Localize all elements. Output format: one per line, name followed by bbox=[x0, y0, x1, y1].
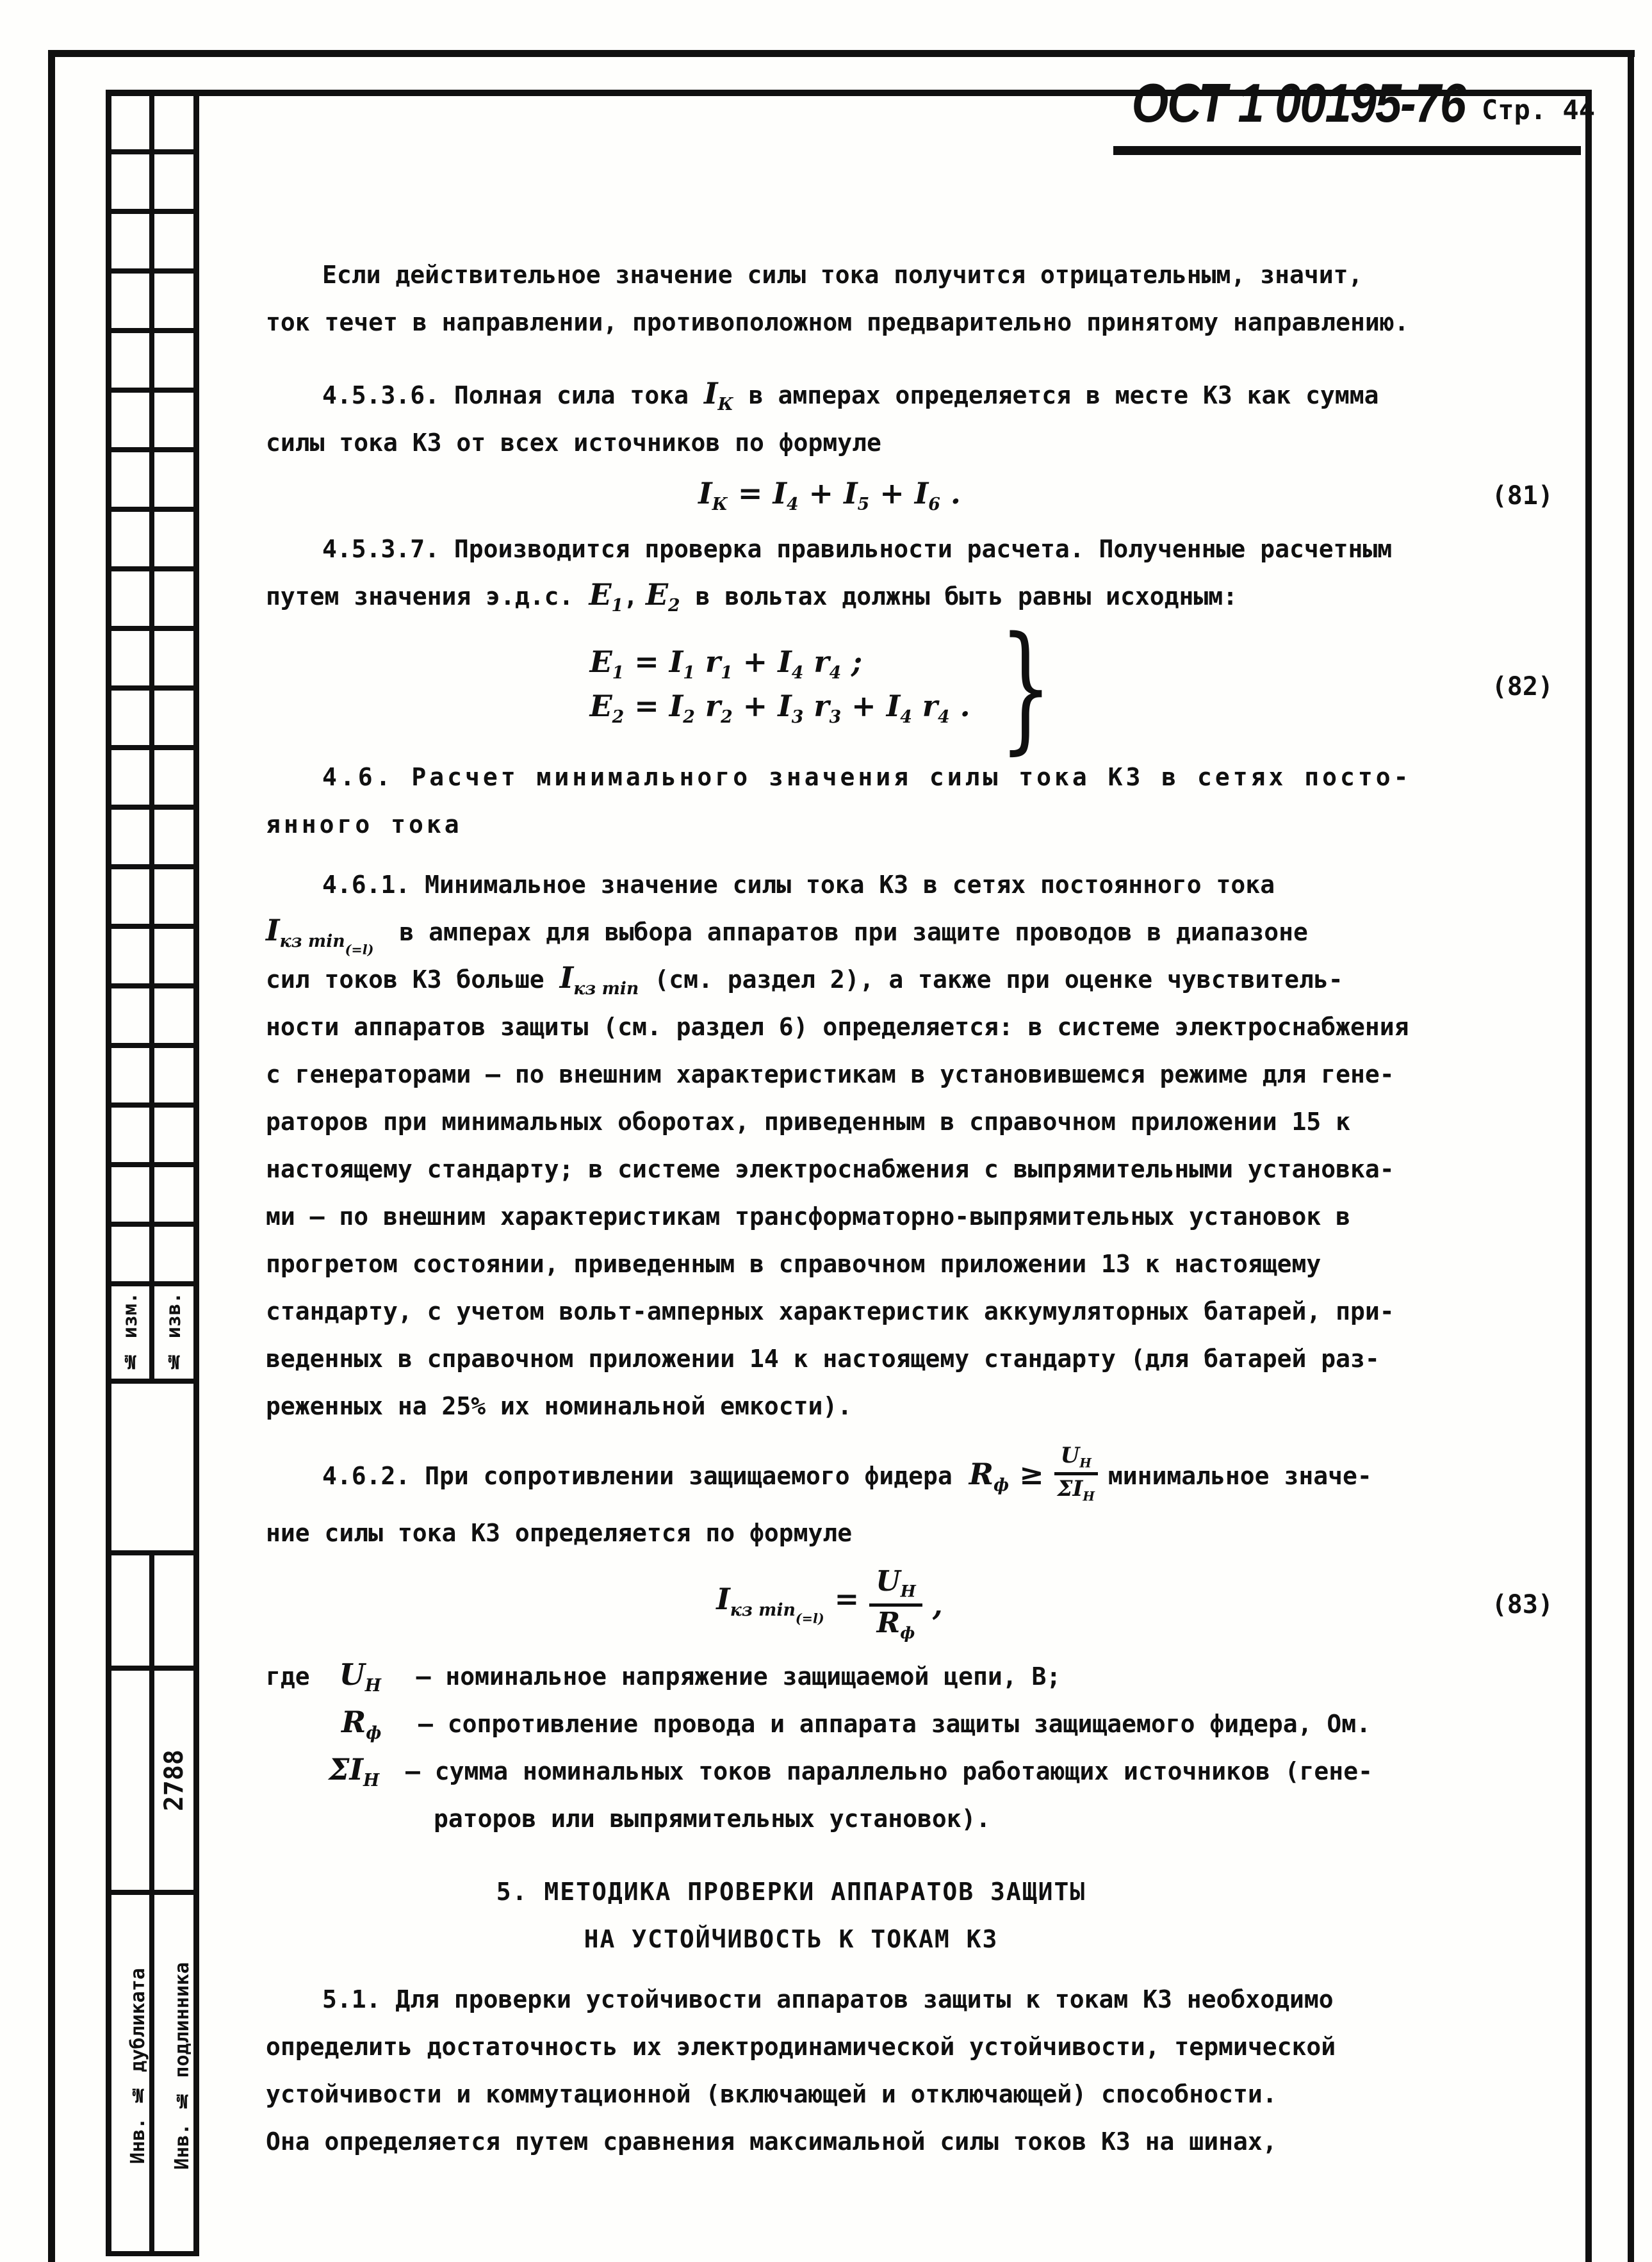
paragraph-line: раторов при минимальных оборотах, приведенным в справочном приложении 15 к bbox=[266, 1108, 1350, 1136]
paragraph-line bbox=[266, 956, 1566, 1003]
paragraph-line: настоящему стандарту; в системе электроснабжения с выпрямительными установка- bbox=[266, 1155, 1394, 1183]
margin-row-line bbox=[106, 1379, 199, 1384]
paragraph-line: прогретом состоянии, приведенным в справочном приложении 13 к настоящему bbox=[266, 1250, 1321, 1278]
symbol-Rf: $R_ф$ bbox=[341, 1705, 382, 1744]
paragraph-line: силы тока КЗ от всех источников по формуле bbox=[266, 429, 881, 457]
paragraph-line: 5.1. Для проверки устойчивости аппаратов защиты к токам КЗ необходимо bbox=[322, 1985, 1334, 2013]
where-line-1 bbox=[266, 1653, 1566, 1700]
where-line-4 bbox=[266, 1795, 1566, 1842]
fraction-denominator: $\Sigma I_Н$ bbox=[1057, 1476, 1095, 1504]
no-izv-label: № изв. bbox=[163, 1292, 185, 1373]
fraction-numerator: $U_Н$ bbox=[869, 1568, 922, 1606]
fraction-numerator: $U_Н$ bbox=[1054, 1445, 1098, 1475]
header-underline bbox=[1113, 146, 1581, 155]
formula-83-number: (83) bbox=[1491, 1590, 1553, 1619]
margin-cell-inv-dub bbox=[111, 1895, 149, 2246]
formula-Ikz-min-l: $I_{кз}$ $_{min(=l)}$ bbox=[266, 913, 374, 958]
text-segment: в вольтах должны быть равны исходным: bbox=[695, 582, 1238, 611]
paragraph-line: ние силы тока КЗ определяется по формуле bbox=[266, 1519, 853, 1547]
inventory-number: 2788 bbox=[159, 1749, 189, 1812]
page-number: Стр. 44 bbox=[1481, 94, 1595, 126]
formula-82-line2: $E_2 = I_2$ $r_2 + I_3$ $r_3 + I_4$ $r_4$ . bbox=[589, 689, 970, 728]
text-segment: раторов или выпрямительных установок). bbox=[434, 1805, 991, 1833]
paragraph-line: ми – по внешним характеристикам трансформаторно-выпрямительных установок в bbox=[266, 1202, 1350, 1231]
formula-83-comma: , bbox=[932, 1587, 943, 1622]
page-header bbox=[1108, 72, 1595, 134]
frame-right-border bbox=[1585, 90, 1592, 2262]
formula-E2: $E_2$ bbox=[645, 577, 680, 616]
formula-82-number: (82) bbox=[1491, 672, 1553, 701]
section-heading-5: НА УСТОЙЧИВОСТЬ К ТОКАМ КЗ bbox=[584, 1925, 999, 1953]
paragraph-line: ток течет в направлении, противоположном предварительно принятому направлению. bbox=[266, 308, 1409, 336]
margin-left-edge bbox=[106, 90, 111, 2256]
formula-82-brace: } bbox=[999, 606, 1052, 767]
symbol-sum-IN: $\Sigma I_Н$ bbox=[329, 1752, 380, 1791]
section-heading-5: 5. МЕТОДИКА ПРОВЕРКИ АППАРАТОВ ЗАЩИТЫ bbox=[496, 1878, 1086, 1906]
paragraph-line: 4.6.1. Минимальное значение силы тока КЗ в сетях постоянного тока bbox=[322, 871, 1275, 899]
section-heading-4-6: 4.6. Расчет минимального значения силы тока КЗ в сетях посто- bbox=[322, 763, 1412, 791]
document-body bbox=[266, 251, 1566, 2165]
section-heading-4-6: янного тока bbox=[266, 810, 462, 839]
formula-83-lhs: $I_{кз}$ $_{min(=l)}$ = bbox=[716, 1581, 860, 1627]
formula-83 bbox=[266, 1557, 1553, 1653]
formula-81-number: (81) bbox=[1491, 481, 1553, 511]
inv-pod-label: Инв. № подлинника bbox=[171, 1962, 193, 2170]
paragraph-line: определить достаточность их электродинамической устойчивости, термической bbox=[266, 2033, 1336, 2061]
text-segment: в амперах определяется в месте КЗ как сумма bbox=[748, 381, 1379, 409]
formula-82-line1: $E_1 = I_1$ $r_1 + I_4$ $r_4$ ; bbox=[589, 644, 863, 684]
text-segment: 4.5.3.6. Полная сила тока bbox=[322, 381, 689, 409]
paragraph-line: Если действительное значение силы тока получится отрицательным, значит, bbox=[322, 261, 1363, 289]
text-segment: в амперах для выбора аппаратов при защите проводов в диапазоне bbox=[399, 918, 1308, 946]
where-line-3 bbox=[266, 1748, 1566, 1795]
text-segment: – сумма номинальных токов параллельно работающих источников (гене- bbox=[405, 1757, 1373, 1785]
text-segment: 4.6.2. При сопротивлении защищаемого фидера bbox=[322, 1462, 953, 1490]
outer-right-border bbox=[1628, 50, 1634, 2262]
paragraph-line: веденных в справочном приложении 14 к настоящему стандарту (для батарей раз- bbox=[266, 1345, 1380, 1373]
standard-code: ОСТ 1 00195-76 bbox=[1131, 72, 1465, 134]
formula-E1: $E_1$ bbox=[589, 577, 624, 616]
paragraph-line: 4.5.3.7. Производится проверка правильности расчета. Полученные расчетным bbox=[322, 535, 1393, 563]
paragraph-line bbox=[266, 372, 1566, 419]
fraction-denominator: $R_ф$ bbox=[876, 1606, 915, 1643]
paragraph-line bbox=[266, 908, 1566, 956]
paragraph-line: ности аппаратов защиты (см. раздел 6) определяется: в системе электроснабжения bbox=[266, 1013, 1409, 1041]
margin-divider-bottom bbox=[149, 1550, 154, 2252]
margin-cell-no-izm bbox=[111, 1286, 149, 1379]
no-izm-label: № изм. bbox=[119, 1292, 142, 1373]
paragraph-line: с генераторами – по внешним характеристикам в установившемся режиме для гене- bbox=[266, 1060, 1394, 1088]
margin-bottom-line bbox=[106, 2251, 199, 2256]
formula-Rf-ge: $R_ф$ ≥ bbox=[969, 1457, 1044, 1496]
stamp-top-line bbox=[106, 1550, 199, 1555]
text-segment: – номинальное напряжение защищаемой цепи, В; bbox=[416, 1662, 1061, 1691]
margin-divider-top bbox=[149, 90, 154, 1384]
stamp-mid-line2 bbox=[106, 1890, 199, 1895]
paragraph-line: стандарту, с учетом вольт-амперных характеристик аккумуляторных батарей, при- bbox=[266, 1297, 1394, 1325]
margin-cell-inv-pod bbox=[154, 1895, 193, 2246]
paragraph-line: Она определяется путем сравнения максимальной силы токов КЗ на шинах, bbox=[266, 2127, 1277, 2156]
outer-left-border bbox=[48, 50, 55, 2262]
text-segment: сил токов КЗ больше bbox=[266, 965, 544, 994]
paragraph-line bbox=[266, 1443, 1566, 1509]
formula-82 bbox=[266, 606, 1553, 767]
paragraph-line bbox=[266, 573, 1566, 620]
margin-cell-no-izv bbox=[154, 1286, 193, 1379]
stamp-mid-line1 bbox=[106, 1666, 199, 1671]
margin-right-edge bbox=[193, 90, 199, 2256]
formula-81 bbox=[266, 466, 1553, 525]
where-label: где bbox=[266, 1662, 310, 1691]
inline-fraction bbox=[1054, 1442, 1098, 1504]
formula-83-fraction bbox=[869, 1565, 922, 1643]
margin-cell-number bbox=[154, 1671, 193, 1890]
formula-Ikz-min: $I_{кз}$ $_{min}$ bbox=[559, 960, 639, 999]
formula-81-expression: $I_К = I_4 + I_5 + I_6$ . bbox=[698, 475, 961, 514]
formula-IK: $I_К$ bbox=[703, 376, 733, 415]
paragraph-line: реженных на 25% их номинальной емкости). bbox=[266, 1392, 853, 1420]
formula-82-equations bbox=[590, 638, 970, 735]
text-segment: – сопротивление провода и аппарата защиты защищаемого фидера, Ом. bbox=[418, 1710, 1371, 1738]
text-segment: (см. раздел 2), а также при оценке чувствитель- bbox=[654, 965, 1343, 994]
outer-top-border bbox=[48, 50, 1635, 57]
text-segment: минимальное значе- bbox=[1108, 1462, 1372, 1490]
text-segment: путем значения э.д.с. bbox=[266, 582, 574, 611]
inv-dub-label: Инв. № дубликата bbox=[127, 1968, 149, 2164]
where-line-2 bbox=[266, 1700, 1566, 1748]
text-segment: , bbox=[623, 582, 638, 611]
paragraph-line: устойчивости и коммутационной (включающей и отключающей) способности. bbox=[266, 2080, 1277, 2108]
symbol-UN: $U_Н$ bbox=[339, 1657, 381, 1696]
